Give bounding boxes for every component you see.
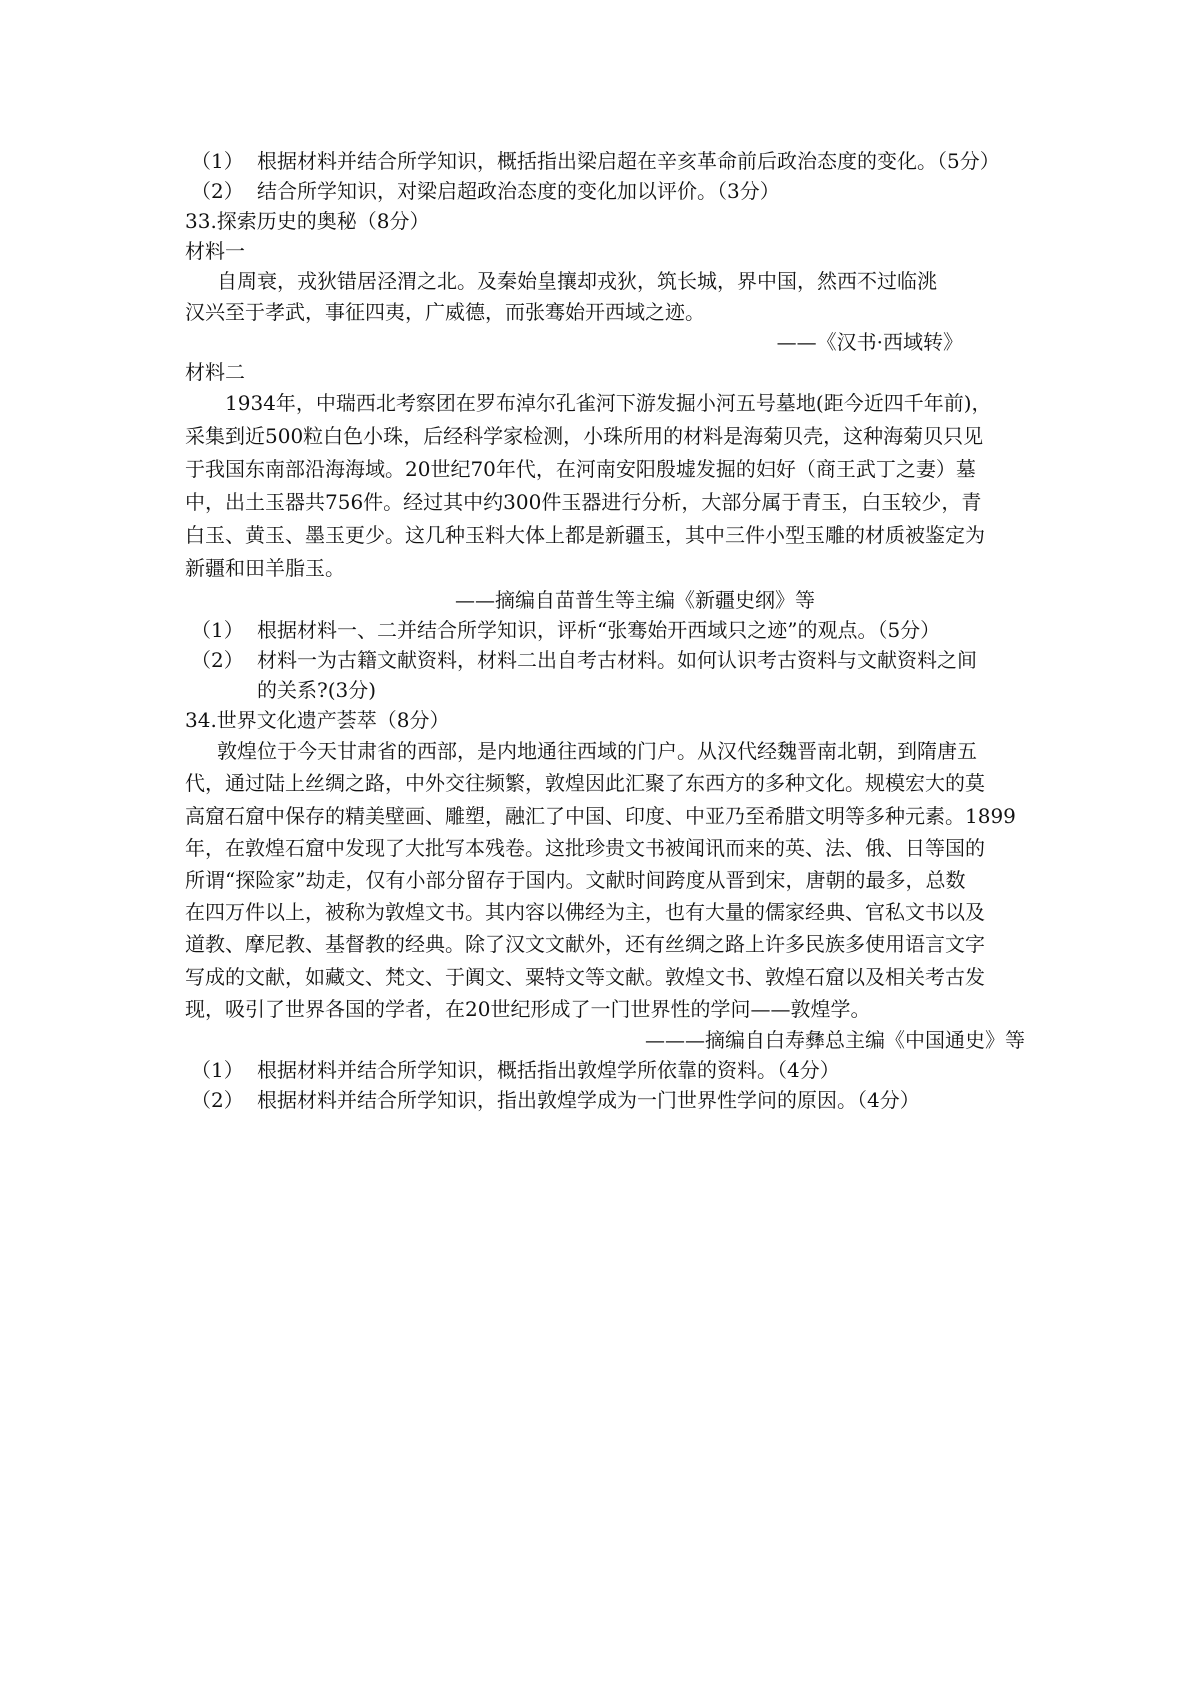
- text-line: 现，吸引了世界各国的学者，在20世纪形成了一门世界性的学问——敦煌学。: [185, 996, 871, 1021]
- text-line: 1934年，中瑞西北考察团在罗布淖尔孔雀河下游发掘小河五号墓地(距今近四千年前)，: [225, 391, 992, 416]
- question-number: （1）: [191, 618, 244, 643]
- question-text: 根据材料一、二并结合所学知识，评析“张骞始开西域只之迹”的观点。（5分）: [257, 618, 941, 643]
- question-item: [185, 146, 1025, 176]
- text-line: 于我国东南部沿海海域。20世纪70年代，在河南安阳殷墟发掘的妇好（商王武丁之妻）墓: [185, 457, 976, 482]
- material-text: [185, 735, 1025, 1025]
- text-line: 自周衰，戎狄错居泾渭之北。及秦始皇攘却戎狄，筑长城，界中国，然西不过临洮: [217, 269, 937, 293]
- text-line: 中，出土玉器共756件。经过其中约300件玉器进行分析，大部分属于青玉，白玉较少，青: [185, 490, 982, 515]
- question-text: 结合所学知识，对梁启超政治态度的变化加以评价。（3分）: [257, 179, 780, 203]
- material-1-text: [185, 266, 1025, 327]
- material-1-title: 材料一: [185, 239, 245, 263]
- question-number: （2）: [191, 179, 244, 203]
- question-item: [185, 645, 1025, 705]
- text-line: 汉兴至于孝武，事征四夷，广威德，而张骞始开西域之迹。: [185, 299, 705, 324]
- question-number: （1）: [191, 1058, 244, 1083]
- question-item: [185, 615, 1025, 645]
- question-text: 根据材料并结合所学知识，概括指出梁启超在辛亥革命前后政治态度的变化。（5分）: [257, 149, 1000, 173]
- question-number: （2）: [191, 648, 244, 673]
- text-line: 采集到近500粒白色小珠，后经科学家检测，小珠所用的材料是海菊贝壳，这种海菊贝只见: [185, 424, 984, 449]
- question-item: [185, 176, 1025, 206]
- question-number: （1）: [191, 149, 244, 173]
- question-text: 根据材料并结合所学知识，概括指出敦煌学所依靠的资料。（4分）: [257, 1058, 840, 1083]
- text-line: 代，通过陆上丝绸之路，中外交往频繁，敦煌因此汇聚了东西方的多种文化。规模宏大的莫: [185, 771, 985, 796]
- text-line: 敦煌位于今天甘肃省的西部，是内地通往西域的门户。从汉代经魏晋南北朝，到隋唐五: [217, 739, 977, 764]
- material-source: ———摘编自白寿彝总主编《中国通史》等: [645, 1028, 1025, 1053]
- question-33-heading: 33.探索历史的奥秘（8分）: [185, 209, 430, 233]
- text-line: 在四万件以上，被称为敦煌文书。其内容以佛经为主，也有大量的儒家经典、官私文书以及: [185, 900, 985, 925]
- material-2-title: 材料二: [185, 360, 245, 385]
- material-1-source: ——《汉书·西域转》: [776, 330, 963, 355]
- question-text: 材料一为古籍文献资料，材料二出自考古材料。如何认识考古资料与文献资料之间: [257, 648, 977, 673]
- question-item: [185, 1055, 1025, 1085]
- text-line: 道教、摩尼教、基督教的经典。除了汉文文献外，还有丝绸之路上许多民族多使用语言文字: [185, 932, 985, 957]
- question-number: （2）: [191, 1088, 244, 1113]
- question-text: 的关系?(3分): [257, 678, 377, 703]
- question-34-heading: 34.世界文化遗产荟萃（8分）: [185, 708, 450, 733]
- page-content: [185, 146, 1025, 1115]
- text-line: 高窟石窟中保存的精美壁画、雕塑，融汇了中国、印度、中亚乃至希腊文明等多种元素。1899: [185, 803, 1016, 828]
- text-line: 写成的文献，如藏文、梵文、于阗文、粟特文等文献。敦煌文书、敦煌石窟以及相关考古发: [185, 964, 985, 989]
- text-line: 所谓“探险家”劫走，仅有小部分留存于国内。文献时间跨度从晋到宋，唐朝的最多，总数: [185, 868, 966, 892]
- material-2-text: [185, 387, 1025, 585]
- text-line: 新疆和田羊脂玉。: [185, 556, 345, 581]
- text-line: 年，在敦煌石窟中发现了大批写本残卷。这批珍贵文书被闻讯而来的英、法、俄、日等国的: [185, 835, 985, 860]
- question-text: 根据材料并结合所学知识，指出敦煌学成为一门世界性学问的原因。（4分）: [257, 1088, 920, 1113]
- text-line: 白玉、黄玉、墨玉更少。这几种玉料大体上都是新疆玉，其中三件小型玉雕的材质被鉴定为: [185, 523, 985, 548]
- question-item: [185, 1085, 1025, 1115]
- material-2-source: ——摘编自苗普生等主编《新疆史纲》等: [455, 588, 815, 613]
